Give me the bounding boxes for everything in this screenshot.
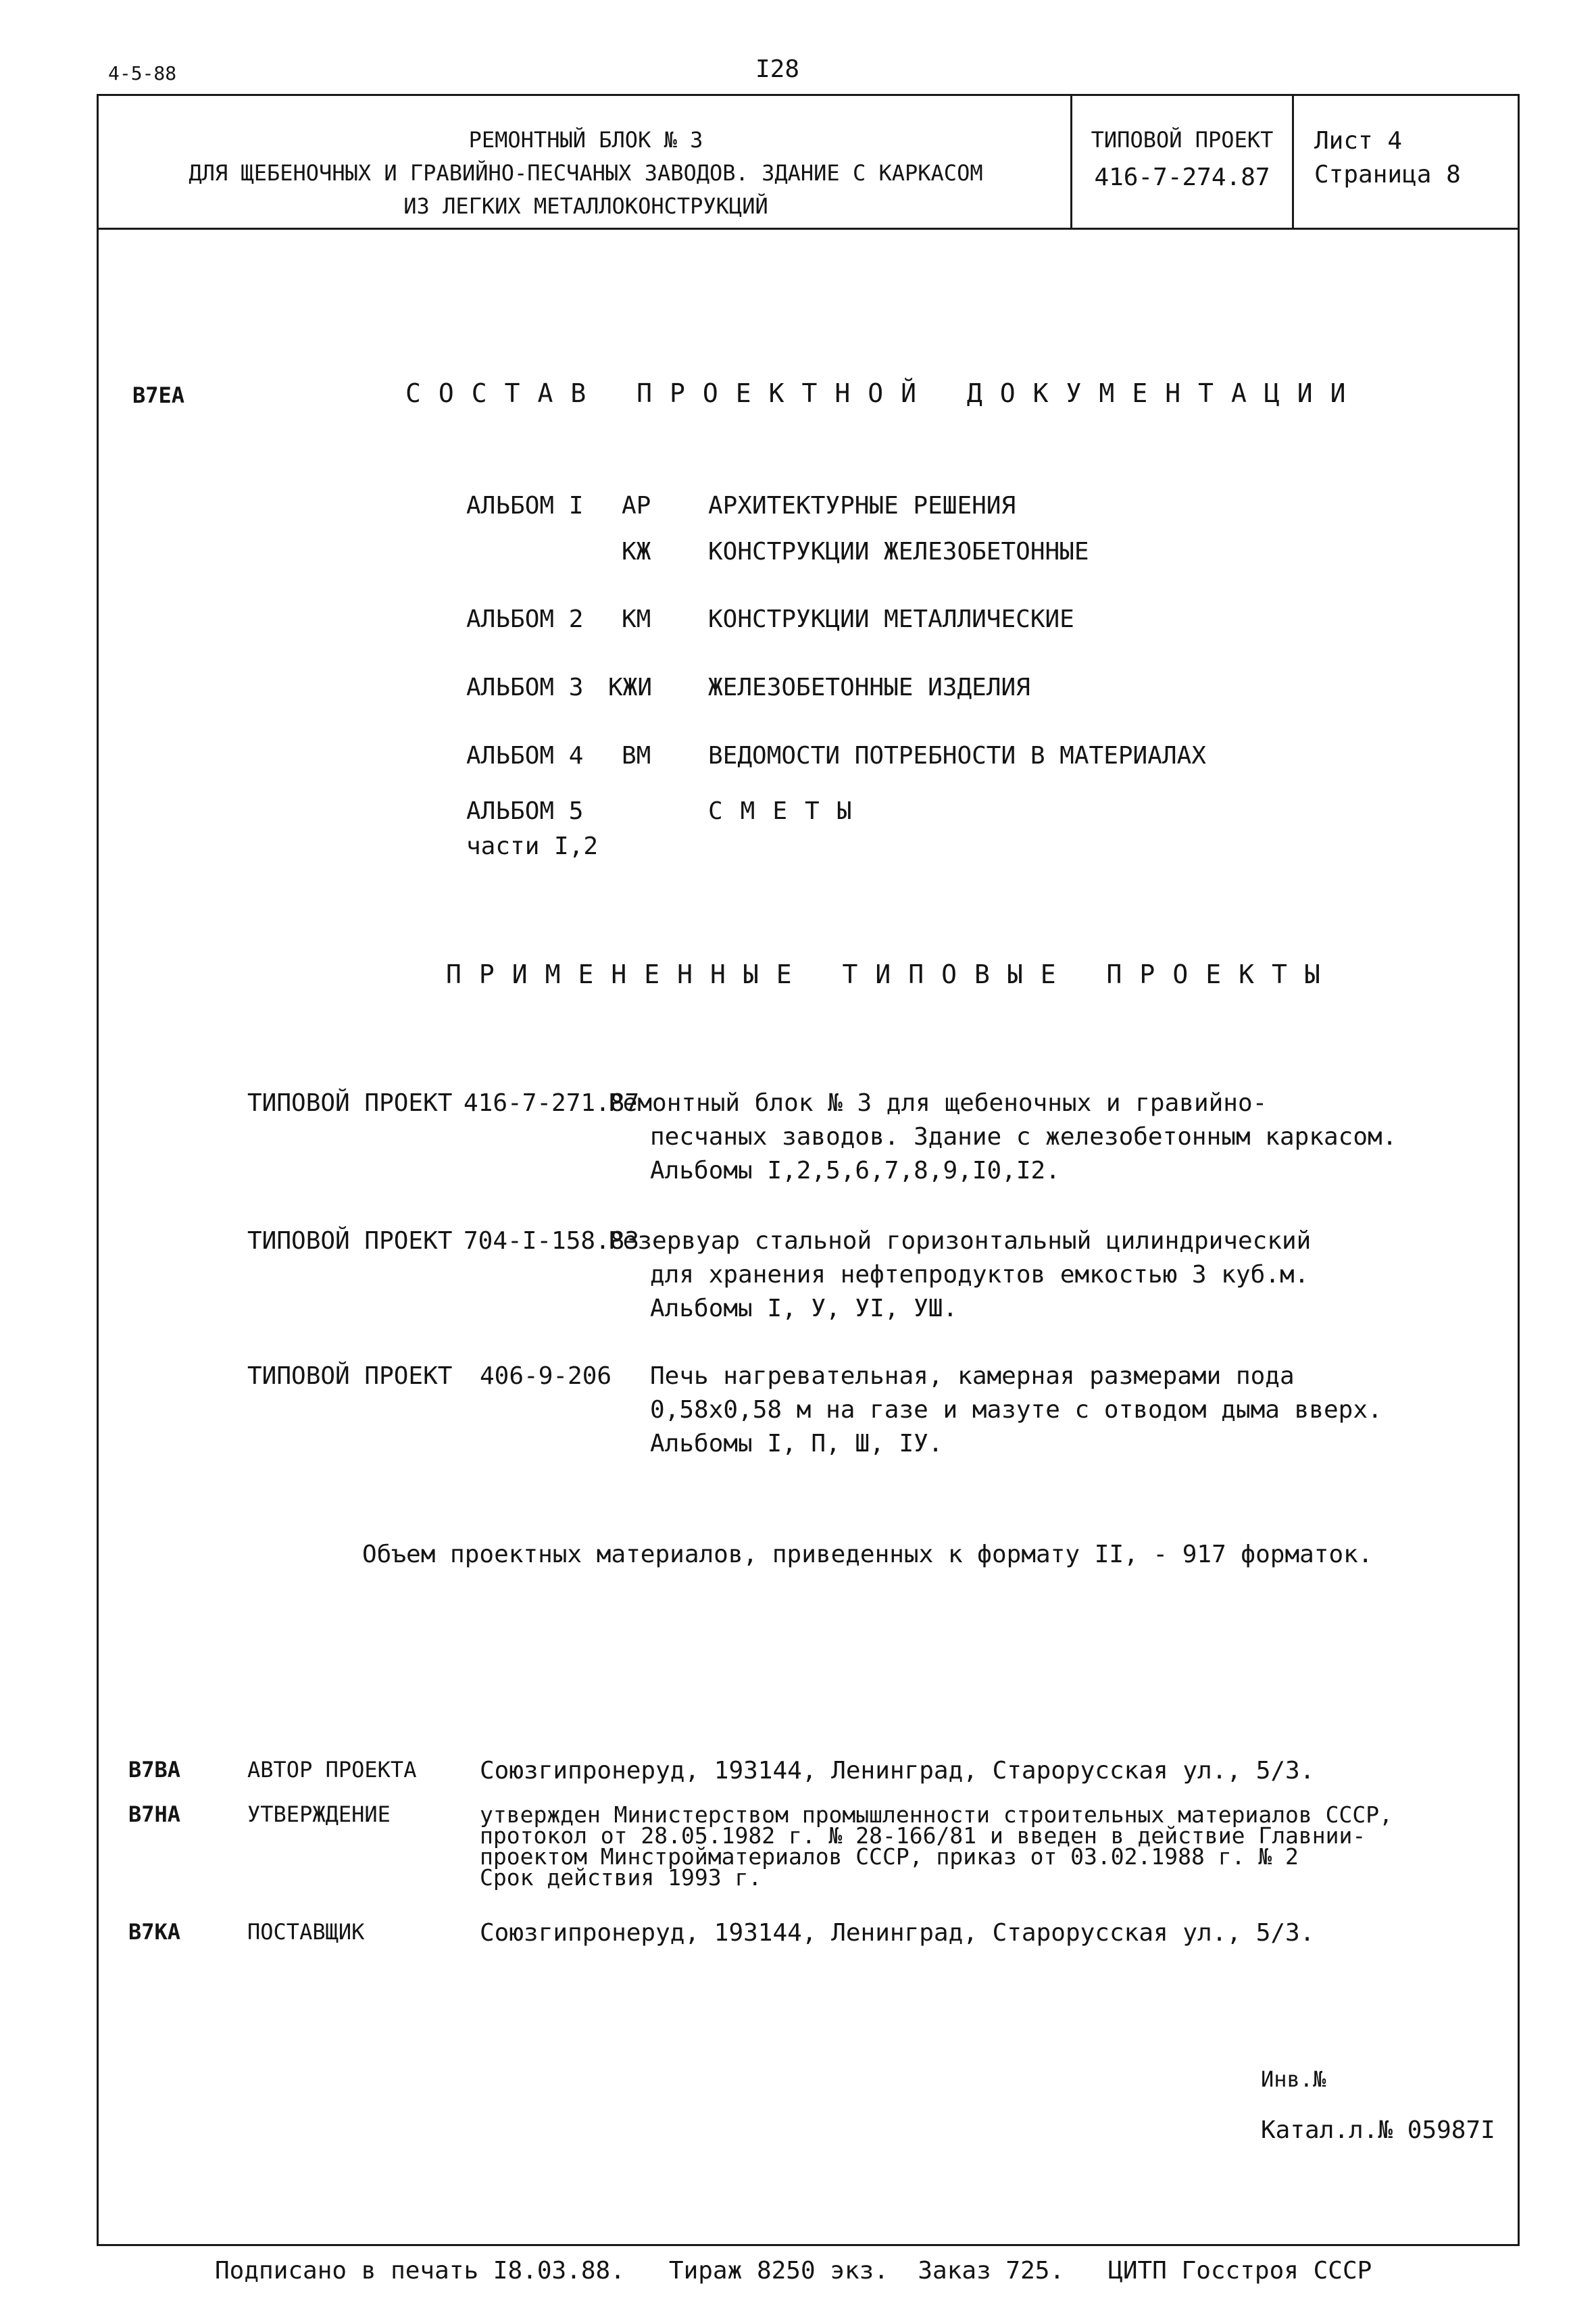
entry-label: ПОСТАВЩИК xyxy=(247,1919,365,1945)
catalog-label: Катал.л.№ xyxy=(1261,2116,1393,2144)
album-mark: КМ xyxy=(622,605,651,633)
entry-label: УТВЕРЖДЕНИЕ xyxy=(247,1801,391,1827)
album-number: АЛЬБОМ I xyxy=(466,492,584,520)
entry-code: В7ВА xyxy=(128,1757,181,1783)
album-number: АЛЬБОМ 3 xyxy=(466,674,584,701)
project-label: ТИПОВОЙ ПРОЕКТ xyxy=(247,1089,453,1117)
project-description-line: 0,58х0,58 м на газе и мазуте с отводом дыма вверх. xyxy=(650,1396,1382,1424)
project-code: 416-7-271.87 xyxy=(464,1089,640,1117)
project-label: ТИПОВОЙ ПРОЕКТ xyxy=(247,1362,453,1390)
imprint-signed: Подписано в печать I8.03.88. xyxy=(215,2257,625,2285)
header-date: 4-5-88 xyxy=(108,62,177,84)
project-description-line: Альбомы I, П, Ш, IУ. xyxy=(650,1430,943,1458)
page-number: I28 xyxy=(755,55,800,83)
stamp-column-divider xyxy=(1292,94,1294,228)
album-mark: ВМ xyxy=(622,742,651,770)
catalog-number: 05987I xyxy=(1407,2116,1495,2144)
project-description-line: для хранения нефтепродуктов емкостью 3 куб.м. xyxy=(650,1261,1310,1289)
project-description-line: песчаных заводов. Здание с железобетонным каркасом. xyxy=(650,1123,1397,1151)
album-mark: КЖ xyxy=(622,538,651,566)
stamp-title-line: ДЛЯ ЩЕБЕНОЧНЫХ И ГРАВИЙНО-ПЕСЧАНЫХ ЗАВОДОВ. ЗДАНИЕ С КАРКАСОМ xyxy=(189,160,983,186)
imprint-circulation: Тираж 8250 экз. xyxy=(668,2257,889,2285)
project-label: ТИПОВОЙ ПРОЕКТ xyxy=(247,1227,453,1255)
stamp-page: Страница 8 xyxy=(1314,161,1461,189)
imprint-order: Заказ 725. xyxy=(918,2257,1065,2285)
entry-label: АВТОР ПРОЕКТА xyxy=(247,1757,417,1783)
project-description-line: Альбомы I, У, УI, УШ. xyxy=(650,1295,958,1322)
imprint xyxy=(215,2257,1372,2285)
entry-text-line: Срок действия 1993 г. xyxy=(480,1864,762,1891)
entry-text-line: проектом Минстройматериалов СССР, приказ от 03.02.1988 г. № 2 xyxy=(480,1843,1299,1870)
album-parts: части I,2 xyxy=(466,832,599,860)
stamp-sheet: Лист 4 xyxy=(1314,127,1403,155)
album-mark: КЖИ xyxy=(608,674,653,701)
project-description-line: Ремонтный блок № 3 для щебеночных и гравийно- xyxy=(608,1089,1268,1117)
section-code: В7ЕА xyxy=(132,382,185,408)
section-heading: ПРИМЕНЕННЫЕ ТИПОВЫЕ ПРОЕКТЫ xyxy=(446,960,1338,989)
album-name: СМЕТЫ xyxy=(708,797,870,825)
imprint-publisher: ЦИТП Госстроя СССР xyxy=(1108,2257,1372,2285)
entry-text-line: утвержден Министерством промышленности строительных материалов СССР, xyxy=(480,1801,1393,1828)
entry-text-line: протокол от 28.05.1982 г. № 28-166/81 и введен в действие Главнии- xyxy=(480,1822,1366,1849)
album-number: АЛЬБОМ 2 xyxy=(466,605,584,633)
stamp-project-code: 416-7-274.87 xyxy=(1094,164,1270,191)
album-name: КОНСТРУКЦИИ МЕТАЛЛИЧЕСКИЕ xyxy=(708,605,1074,633)
album-number: АЛЬБОМ 5 xyxy=(466,797,584,825)
entry-code: В7КА xyxy=(128,1919,181,1945)
album-name: КОНСТРУКЦИИ ЖЕЛЕЗОБЕТОННЫЕ xyxy=(708,538,1089,566)
project-code: 406-9-206 xyxy=(480,1362,612,1390)
project-description-line: Альбомы I,2,5,6,7,8,9,I0,I2. xyxy=(650,1157,1060,1185)
album-mark: АР xyxy=(622,492,651,520)
inventory-label: Инв.№ xyxy=(1261,2066,1326,2092)
project-code: 704-I-158.83 xyxy=(464,1227,640,1255)
stamp-project-label: ТИПОВОЙ ПРОЕКТ xyxy=(1091,127,1274,153)
album-name: АРХИТЕКТУРНЫЕ РЕШЕНИЯ xyxy=(708,492,1016,520)
stamp-divider xyxy=(97,228,1520,230)
entry-text: Союзгипронеруд, 193144, Ленинград, Старорусская ул., 5/3. xyxy=(480,1757,1315,1785)
album-name: ВЕДОМОСТИ ПОТРЕБНОСТИ В МАТЕРИАЛАХ xyxy=(708,742,1206,770)
catalog-entry xyxy=(1261,2116,1495,2144)
section-heading: СОСТАВ ПРОЕКТНОЙ ДОКУМЕНТАЦИИ xyxy=(405,378,1364,408)
entry-text: Союзгипронеруд, 193144, Ленинград, Старорусская ул., 5/3. xyxy=(480,1919,1315,1947)
stamp-title-line: ИЗ ЛЕГКИХ МЕТАЛЛОКОНСТРУКЦИЙ xyxy=(403,193,768,219)
album-name: ЖЕЛЕЗОБЕТОННЫЕ ИЗДЕЛИЯ xyxy=(708,674,1030,701)
entry-code: В7НА xyxy=(128,1801,181,1827)
volume-statement: Объем проектных материалов, приведенных к формату II, - 917 форматок. xyxy=(362,1541,1373,1568)
stamp-title-line: РЕМОНТНЫЙ БЛОК № 3 xyxy=(468,127,703,153)
stamp-column-divider xyxy=(1070,94,1072,228)
project-description-line: Печь нагревательная, камерная размерами пода xyxy=(650,1362,1295,1390)
album-number: АЛЬБОМ 4 xyxy=(466,742,584,770)
project-description-line: Резервуар стальной горизонтальный цилиндрический xyxy=(608,1227,1312,1255)
